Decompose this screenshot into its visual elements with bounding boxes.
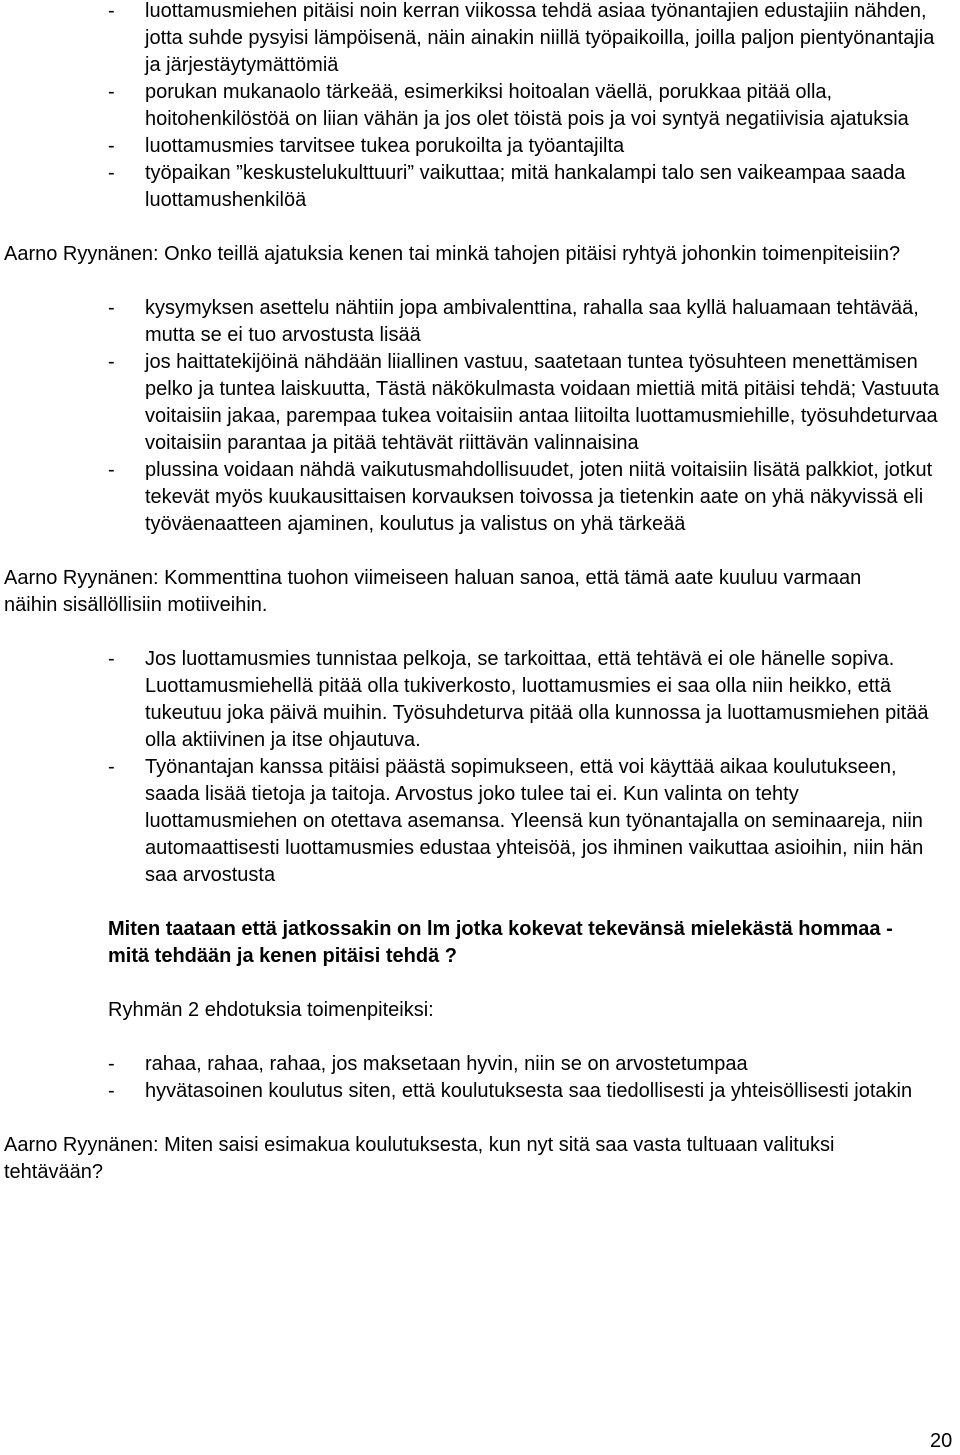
list-item <box>0 0 960 79</box>
list-item <box>0 1051 960 1078</box>
dash-bullet: - <box>108 81 115 103</box>
bullet-list-1 <box>0 0 960 214</box>
group-heading: Ryhmän 2 ehdotuksia toimenpiteiksi: <box>108 999 434 1021</box>
bullet-list-2 <box>0 295 960 538</box>
speaker-comment-2: Aarno Ryynänen: Kommenttina tuohon viimeiseen haluan sanoa, että tämä aate kuuluu varmaan näihin sisällöllisiin motiiveihin. <box>4 567 862 616</box>
page-number: 20 <box>930 1430 953 1452</box>
spacer <box>0 1024 960 1051</box>
list-item <box>0 295 960 349</box>
list-item <box>0 754 960 889</box>
list-item-text: luottamusmies tarvitsee tukea porukoilta ja työantajilta <box>145 135 625 157</box>
list-item <box>0 349 960 457</box>
spacer <box>0 889 960 916</box>
list-item-text: Työnantajan kanssa pitäisi päästä sopimukseen, että voi käyttää aikaa koulutukseen, saada lisää tietoja ja taitoja. Arvostus joko tulee tai ei. Kun valinta on tehty luottamusmiehen on otettava asemansa. Yleensä kun työnantajalla on seminaareja, niin automaattisesti luottamusmies edustaa yhteisöä, jos ihminen vaikuttaa asioihin, niin hän saa arvostusta <box>145 756 924 886</box>
dash-bullet: - <box>108 135 115 157</box>
list-item-text: kysymyksen asettelu nähtiin jopa ambivalenttina, rahalla saa kyllä haluamaan tehtävää, mutta se ei tuo arvostusta lisää <box>145 297 919 346</box>
bold-question: Miten taataan että jatkossakin on lm jotka kokevat tekevänsä mielekästä hommaa - mitä tehdään ja kenen pitäisi tehdä ? <box>108 918 893 967</box>
list-item-text: plussina voidaan nähdä vaikutusmahdollisuudet, joten niitä voitaisiin lisätä palkkiot, jotkut tekevät myös kuukausittaisen korvauksen toivossa ja tietenkin aate on yhä näkyvissä eli työväenaatteen ajaminen, koulutus ja valistus on yhä tärkeää <box>145 459 933 535</box>
dash-bullet: - <box>108 1080 115 1102</box>
spacer <box>0 619 960 646</box>
list-item <box>0 457 960 538</box>
list-item-text: jos haittatekijöinä nähdään liiallinen vastuu, saatetaan tuntea työsuhteen menettämisen pelko ja tuntea laiskuutta, Tästä näkökulmasta voidaan miettiä mitä pitäisi tehdä; Vastuuta voitaisiin jakaa, parempaa tukea voitaisiin antaa liitoilta luottamusmiehille, työsuhdeturvaa voitaisiin parantaa ja pitää tehtävät riittävän valinnaisina <box>145 351 940 454</box>
spacer <box>0 970 960 997</box>
list-item-text: rahaa, rahaa, rahaa, jos maksetaan hyvin, niin se on arvostetumpaa <box>145 1053 748 1075</box>
spacer <box>0 538 960 565</box>
list-item-text: porukan mukanaolo tärkeää, esimerkiksi hoitoalan väellä, porukkaa pitää olla, hoitohenkilöstöä on liian vähän ja jos olet töistä pois ja voi syntyä negatiivisia ajatuksia <box>145 81 909 130</box>
dash-bullet: - <box>108 162 115 184</box>
dash-bullet: - <box>108 1053 115 1075</box>
dash-bullet: - <box>108 351 115 373</box>
bullet-list-3 <box>0 646 960 889</box>
list-item <box>0 133 960 160</box>
dash-bullet: - <box>108 297 115 319</box>
spacer <box>0 214 960 241</box>
list-item-text: työpaikan ”keskustelukulttuuri” vaikuttaa; mitä hankalampi talo sen vaikeampaa saada luottamushenkilöä <box>145 162 906 211</box>
list-item <box>0 1078 960 1105</box>
dash-bullet: - <box>108 756 115 778</box>
list-item-text: hyvätasoinen koulutus siten, että koulutuksesta saa tiedollisesti ja yhteisöllisesti jotakin <box>145 1080 913 1102</box>
list-item <box>0 160 960 214</box>
list-item-text: luottamusmiehen pitäisi noin kerran viikossa tehdä asiaa työnantajien edustajiin nähden, jotta suhde pysyisi lämpöisenä, näin ainakin niillä työpaikoilla, joilla paljon pientyönantajia ja järjestäytymättömiä <box>145 0 935 76</box>
spacer <box>0 1105 960 1132</box>
dash-bullet: - <box>108 0 115 22</box>
list-item <box>0 79 960 133</box>
dash-bullet: - <box>108 459 115 481</box>
dash-bullet: - <box>108 648 115 670</box>
list-item <box>0 646 960 754</box>
list-item-text: Jos luottamusmies tunnistaa pelkoja, se tarkoittaa, että tehtävä ei ole hänelle sopiva. Luottamusmiehellä pitää olla tukiverkosto, luottamusmies ei saa olla niin heikko, että tukeutuu joka päivä muihin. Työsuhdeturva pitää olla kunnossa ja luottamusmiehen pitää olla aktiivinen ja itse ohjautuva. <box>145 648 929 751</box>
bullet-list-4 <box>0 1051 960 1105</box>
spacer <box>0 268 960 295</box>
speaker-question-3: Aarno Ryynänen: Miten saisi esimakua koulutuksesta, kun nyt sitä saa vasta tultuaan valituksi tehtävään? <box>4 1134 835 1183</box>
speaker-question-1: Aarno Ryynänen: Onko teillä ajatuksia kenen tai minkä tahojen pitäisi ryhtyä johonkin toimenpiteisiin? <box>4 243 901 265</box>
